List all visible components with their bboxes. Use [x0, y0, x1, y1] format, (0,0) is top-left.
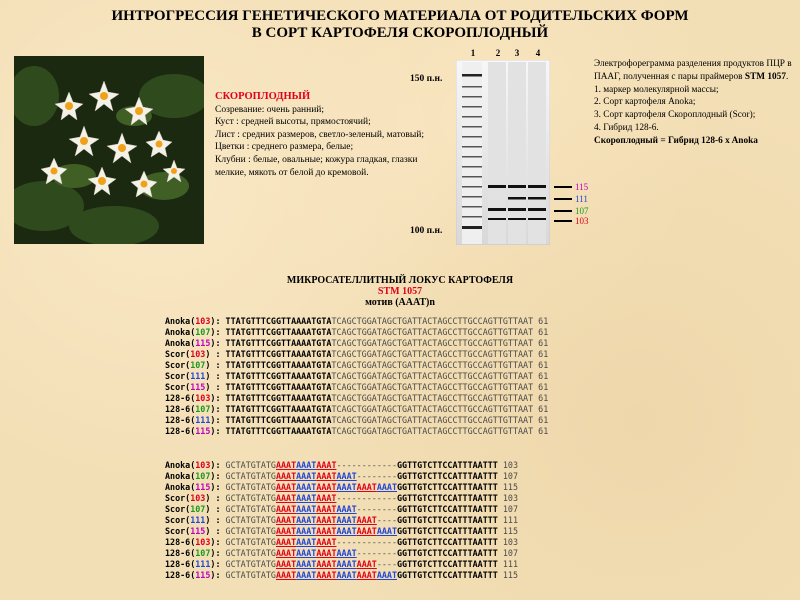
sample-name: 128-6	[165, 559, 191, 569]
sequence: GCTATGTATG	[225, 570, 276, 580]
sequence: GCTATGTATG	[225, 548, 276, 558]
sequence: GCTATGTATG	[225, 460, 276, 470]
paren: ) :	[205, 382, 226, 392]
alignment-row	[165, 570, 518, 581]
variety-name: СКОРОПЛОДНЫЙ	[215, 91, 311, 102]
repeat-motif: AAAT	[356, 559, 377, 569]
alignment-row	[165, 327, 548, 338]
sequence: TCAGCTGGATAGCTGATTACTAGCCTTGCCAGTTGTTAAT	[331, 404, 534, 414]
lane-number-2: 2	[495, 48, 501, 58]
repeat-motif: AAAT	[296, 471, 317, 481]
allele-size: 107	[195, 471, 211, 481]
paren: ):	[210, 415, 226, 425]
band-label-103: 103	[575, 216, 589, 226]
primer-sequence: TTATGTTTCGGTTAAAATGTA	[225, 316, 332, 326]
sample-name: Scor	[165, 360, 186, 370]
sample-name: Anoka	[165, 460, 191, 470]
paren: ) :	[205, 371, 226, 381]
paren: (	[190, 570, 196, 580]
gel-image	[456, 60, 550, 245]
sequence: GCTATGTATG	[225, 471, 276, 481]
alignment-row	[165, 371, 548, 382]
gel-caption: Электрофореграмма разделения продуктов ПЦР в ПААГ, полученная с пары праймеров STM 1057. 1. маркер молекулярной массы; 2. Сорт картофеля Anoka; 3. Сорт картофеля Скороплодный (Scor); 4. Гибрид 128-6. Скороплодный = Гибрид 128-6 x Anoka	[594, 58, 794, 148]
sequence: TCAGCTGGATAGCTGATTACTAGCCTTGCCAGTTGTTAAT	[331, 415, 534, 425]
sample-name: Anoka	[165, 338, 191, 348]
repeat-motif: AAAT	[296, 570, 317, 580]
repeat-motif: AAAT	[336, 570, 357, 580]
paren: (	[185, 371, 191, 381]
sample-name: 128-6	[165, 548, 191, 558]
repeat-motif: AAAT	[336, 504, 357, 514]
main-title-line2: В СОРТ КАРТОФЕЛЯ СКОРОПЛОДНЫЙ	[251, 25, 549, 41]
paren: (	[185, 382, 191, 392]
allele-size: 115	[195, 482, 211, 492]
band-pointer-111	[554, 198, 572, 200]
band-pointer-103	[554, 220, 572, 222]
repeat-motif: AAAT	[296, 460, 317, 470]
primer-sequence: TTATGTTTCGGTTAAAATGTA	[225, 327, 332, 337]
repeat-motif: AAAT	[296, 559, 317, 569]
primer-sequence: TTATGTTTCGGTTAAAATGTA	[225, 338, 332, 348]
repeat-motif: AAAT	[356, 482, 377, 492]
gap: ------------	[336, 493, 397, 503]
position-count: 61	[533, 393, 549, 403]
repeat-motif: AAAT	[316, 570, 337, 580]
position-count: 61	[533, 415, 549, 425]
paren: (	[190, 559, 196, 569]
paren: (	[190, 338, 196, 348]
paren: (	[185, 360, 191, 370]
allele-size: 107	[190, 504, 206, 514]
sequence: TCAGCTGGATAGCTGATTACTAGCCTTGCCAGTTGTTAAT	[331, 426, 534, 436]
repeat-motif: AAAT	[275, 504, 297, 514]
allele-size: 107	[190, 360, 206, 370]
sample-name: Scor	[165, 526, 186, 536]
position-count: 103	[497, 493, 518, 503]
repeat-motif: AAAT	[316, 559, 337, 569]
paren: (	[190, 482, 196, 492]
sample-name: Anoka	[165, 316, 191, 326]
electrophoresis-gel	[408, 48, 608, 248]
paren: ) :	[205, 493, 226, 503]
paren: ):	[210, 570, 226, 580]
gap: ------------	[336, 460, 397, 470]
allele-size: 115	[190, 526, 206, 536]
alignment-block-1	[165, 316, 548, 437]
primer-sequence: GGTTGTCTTCCATTTAATTT	[397, 460, 498, 470]
sample-name: Anoka	[165, 327, 191, 337]
sequence: GCTATGTATG	[225, 537, 276, 547]
primer-sequence: GGTTGTCTTCCATTTAATTT	[396, 493, 498, 503]
position-count: 115	[497, 526, 518, 536]
position-count: 61	[533, 316, 549, 326]
allele-size: 103	[195, 393, 211, 403]
repeat-motif: AAAT	[296, 548, 317, 558]
sequence: GCTATGTATG	[225, 515, 276, 525]
primer-sequence: TTATGTTTCGGTTAAAATGTA	[225, 371, 332, 381]
primer-sequence: TTATGTTTCGGTTAAAATGTA	[225, 393, 332, 403]
allele-size: 103	[195, 316, 211, 326]
variety-line-leaf: Лист : средних размеров, светло-зеленый, матовый;	[215, 129, 424, 140]
allele-size: 111	[190, 515, 206, 525]
band-pointer-107	[554, 210, 572, 212]
alignment-row	[165, 404, 548, 415]
lane-number-3: 3	[514, 48, 520, 58]
repeat-motif: AAAT	[275, 482, 297, 492]
paren: ) :	[205, 360, 226, 370]
marker-150: 150 п.н.	[410, 74, 443, 84]
sample-name: Scor	[165, 371, 186, 381]
sample-name: Scor	[165, 515, 186, 525]
allele-size: 103	[195, 537, 211, 547]
caption-conclusion: Скороплодный = Гибрид 128-6 x Anoka	[594, 135, 758, 146]
caption-item-2: 2. Сорт картофеля Anoka;	[594, 97, 696, 108]
repeat-motif: AAAT	[316, 515, 337, 525]
variety-line-flowers: Цветки : среднего размера, белые;	[215, 142, 354, 153]
variety-line-maturity: Созревание: очень ранний;	[215, 104, 325, 115]
sample-name: 128-6	[165, 415, 191, 425]
primer-sequence: GGTTGTCTTCCATTTAATTT	[396, 526, 498, 536]
paren: (	[185, 515, 191, 525]
position-count: 61	[533, 382, 549, 392]
allele-size: 115	[195, 570, 211, 580]
alignment-row	[165, 515, 518, 526]
allele-size: 111	[195, 559, 211, 569]
paren: (	[185, 526, 191, 536]
position-count: 107	[497, 548, 519, 558]
repeat-motif: AAAT	[275, 559, 297, 569]
sample-name: Scor	[165, 349, 186, 359]
primer-sequence: TTATGTTTCGGTTAAAATGTA	[225, 404, 332, 414]
primer-sequence: TTATGTTTCGGTTAAAATGTA	[225, 360, 332, 370]
repeat-motif: AAAT	[316, 526, 337, 536]
allele-size: 103	[190, 493, 206, 503]
gap: --------	[356, 471, 397, 481]
primer-sequence: GGTTGTCTTCCATTTAATTT	[397, 482, 498, 492]
paren: ) :	[205, 526, 226, 536]
position-count: 111	[497, 559, 519, 569]
repeat-motif: AAAT	[275, 570, 297, 580]
sample-name: 128-6	[165, 570, 191, 580]
position-count: 61	[533, 327, 549, 337]
caption-primer: STM 1057	[744, 71, 786, 82]
sample-name: Anoka	[165, 482, 191, 492]
repeat-motif: AAAT	[316, 482, 337, 492]
position-count: 61	[533, 360, 549, 370]
primer-sequence: TTATGTTTCGGTTAAAATGTA	[225, 382, 332, 392]
paren: (	[190, 393, 196, 403]
repeat-motif: AAAT	[296, 482, 317, 492]
alignment-row	[165, 382, 548, 393]
caption-intro: Электрофореграмма разделения продуктов ПЦР в ПААГ, полученная с пары праймеров	[594, 59, 792, 82]
sequence: TCAGCTGGATAGCTGATTACTAGCCTTGCCAGTTGTTAAT	[331, 360, 534, 370]
alignment-row	[165, 415, 548, 426]
sample-name: Anoka	[165, 471, 191, 481]
repeat-motif: AAAT	[296, 537, 317, 547]
paren: ):	[210, 537, 226, 547]
alignment-row	[165, 548, 518, 559]
paren: (	[190, 316, 196, 326]
repeat-motif: AAAT	[336, 482, 357, 492]
repeat-motif: AAAT	[356, 515, 377, 525]
alignment-row	[165, 471, 518, 482]
band-label-107: 107	[575, 206, 589, 216]
sequence: GCTATGTATG	[225, 482, 276, 492]
band-pointer-115	[554, 186, 572, 188]
paren: (	[190, 404, 196, 414]
paren: ):	[210, 426, 226, 436]
paren: ) :	[205, 515, 226, 525]
paren: ):	[210, 471, 226, 481]
gap: --------	[356, 504, 397, 514]
primer-sequence: GGTTGTCTTCCATTTAATTT	[397, 559, 498, 569]
paren: ):	[210, 559, 226, 569]
paren: (	[190, 460, 196, 470]
repeat-motif: AAAT	[336, 515, 357, 525]
position-count: 115	[497, 570, 519, 580]
repeat-motif: AAAT	[275, 548, 297, 558]
paren: (	[190, 537, 196, 547]
alignment-block-2	[165, 460, 518, 581]
caption-item-1: 1. маркер молекулярной массы;	[594, 84, 719, 95]
allele-size: 115	[190, 382, 206, 392]
paren: (	[185, 493, 191, 503]
position-count: 61	[533, 404, 549, 414]
alignment-row	[165, 316, 548, 327]
repeat-motif: AAAT	[316, 537, 337, 547]
paren: ):	[210, 460, 226, 470]
repeat-motif: AAAT	[316, 471, 337, 481]
position-count: 107	[497, 504, 518, 514]
variety-description	[215, 91, 425, 179]
repeat-motif: AAAT	[316, 504, 337, 514]
paren: (	[190, 415, 196, 425]
repeat-motif: AAAT	[376, 482, 397, 492]
primer-sequence: TTATGTTTCGGTTAAAATGTA	[225, 349, 332, 359]
band-label-111: 111	[575, 194, 588, 204]
sample-name: 128-6	[165, 537, 191, 547]
primer-sequence: GGTTGTCTTCCATTTAATTT	[396, 515, 498, 525]
paren: ):	[210, 482, 226, 492]
repeat-motif: AAAT	[336, 526, 357, 536]
primer-sequence: TTATGTTTCGGTTAAAATGTA	[225, 426, 332, 436]
repeat-motif: AAAT	[376, 570, 397, 580]
position-count: 61	[533, 371, 549, 381]
paren: ):	[210, 393, 226, 403]
position-count: 103	[497, 460, 519, 470]
band-label-115: 115	[575, 182, 589, 192]
position-count: 103	[497, 537, 519, 547]
alignment-row	[165, 559, 518, 570]
repeat-motif: AAAT	[296, 493, 317, 503]
sequence: TCAGCTGGATAGCTGATTACTAGCCTTGCCAGTTGTTAAT	[331, 371, 534, 381]
alignment-row	[165, 426, 548, 437]
repeat-motif: AAAT	[275, 471, 297, 481]
sequence: GCTATGTATG	[225, 504, 276, 514]
position-count: 61	[533, 338, 549, 348]
sequence: TCAGCTGGATAGCTGATTACTAGCCTTGCCAGTTGTTAAT	[331, 382, 534, 392]
sequence: TCAGCTGGATAGCTGATTACTAGCCTTGCCAGTTGTTAAT	[331, 393, 534, 403]
alignment-row	[165, 393, 548, 404]
allele-size: 111	[190, 371, 206, 381]
repeat-motif: AAAT	[356, 526, 377, 536]
potato-flowers-photo	[14, 56, 204, 244]
paren: ):	[210, 327, 226, 337]
sample-name: 128-6	[165, 426, 191, 436]
lane-number-4: 4	[535, 48, 541, 58]
sequence: GCTATGTATG	[225, 526, 276, 536]
marker-100: 100 п.н.	[410, 226, 443, 236]
repeat-motif: AAAT	[275, 526, 297, 536]
sequence: TCAGCTGGATAGCTGATTACTAGCCTTGCCAGTTGTTAAT	[331, 316, 534, 326]
paren: ):	[210, 404, 226, 414]
primer-sequence: GGTTGTCTTCCATTTAATTT	[397, 537, 498, 547]
sequence: GCTATGTATG	[225, 493, 276, 503]
allele-size: 103	[190, 349, 206, 359]
sequence: GCTATGTATG	[225, 559, 276, 569]
repeat-motif: AAAT	[296, 504, 317, 514]
repeat-motif: AAAT	[336, 471, 357, 481]
lane-number-1: 1	[470, 48, 476, 58]
position-count: 115	[497, 482, 519, 492]
main-title-line1: ИНТРОГРЕССИЯ ГЕНЕТИЧЕСКОГО МАТЕРИАЛА ОТ РОДИТЕЛЬСКИХ ФОРМ	[111, 8, 689, 24]
gap: ----	[376, 515, 397, 525]
allele-size: 115	[195, 426, 211, 436]
alignment-row	[165, 460, 518, 471]
alignment-row	[165, 482, 518, 493]
alignment-row	[165, 349, 548, 360]
primer-sequence: GGTTGTCTTCCATTTAATTT	[397, 548, 498, 558]
repeat-motif: AAAT	[376, 526, 397, 536]
repeat-motif: AAAT	[316, 493, 337, 503]
repeat-motif: AAAT	[275, 460, 297, 470]
alignment-row	[165, 360, 548, 371]
alignment-row	[165, 526, 518, 537]
allele-size: 115	[195, 338, 211, 348]
paren: ) :	[205, 349, 226, 359]
sample-name: Scor	[165, 504, 186, 514]
primer-sequence: GGTTGTCTTCCATTTAATTT	[396, 504, 498, 514]
repeat-motif: AAAT	[275, 493, 297, 503]
sample-name: 128-6	[165, 404, 191, 414]
allele-size: 107	[195, 548, 211, 558]
allele-size: 103	[195, 460, 211, 470]
repeat-motif: AAAT	[316, 548, 337, 558]
primer-sequence: GGTTGTCTTCCATTTAATTT	[397, 570, 498, 580]
gap: ------------	[336, 537, 397, 547]
position-count: 61	[533, 426, 549, 436]
gap: --------	[356, 548, 397, 558]
sample-name: 128-6	[165, 393, 191, 403]
sequence: TCAGCTGGATAGCTGATTACTAGCCTTGCCAGTTGTTAAT	[331, 338, 534, 348]
variety-line-tubers: Клубни : белые, овальные; кожура гладкая, глазки мелкие, мякоть от белой до кремовой.	[215, 154, 418, 178]
sequence: TCAGCTGGATAGCTGATTACTAGCCTTGCCAGTTGTTAAT	[331, 327, 534, 337]
repeat-motif: AAAT	[316, 460, 337, 470]
position-count: 111	[497, 515, 518, 525]
repeat-motif: AAAT	[296, 515, 317, 525]
alignment-row	[165, 504, 518, 515]
gap: ----	[376, 559, 397, 569]
repeat-motif: AAAT	[356, 570, 377, 580]
allele-size: 107	[195, 404, 211, 414]
sample-name: Scor	[165, 493, 186, 503]
paren: ):	[210, 338, 226, 348]
microsat-locus: STM 1057	[377, 286, 423, 297]
sample-name: Scor	[165, 382, 186, 392]
allele-size: 111	[195, 415, 211, 425]
position-count: 107	[497, 471, 519, 481]
repeat-motif: AAAT	[336, 559, 357, 569]
primer-sequence: TTATGTTTCGGTTAAAATGTA	[225, 415, 332, 425]
repeat-motif: AAAT	[275, 537, 297, 547]
position-count: 61	[533, 349, 549, 359]
sequence: TCAGCTGGATAGCTGATTACTAGCCTTGCCAGTTGTTAAT	[331, 349, 534, 359]
paren: (	[190, 327, 196, 337]
alignment-row	[165, 338, 548, 349]
microsat-motif: мотив (АААТ)n	[365, 297, 435, 308]
primer-sequence: GGTTGTCTTCCATTTAATTT	[397, 471, 498, 481]
variety-line-bush: Куст : средней высоты, прямостоячий;	[215, 117, 371, 128]
allele-size: 107	[195, 327, 211, 337]
caption-item-3: 3. Сорт картофеля Скороплодный (Scor);	[594, 110, 756, 121]
alignment-row	[165, 493, 518, 504]
caption-item-4: 4. Гибрид 128-6.	[594, 122, 659, 133]
paren: ):	[210, 548, 226, 558]
paren: (	[190, 471, 196, 481]
paren: (	[190, 548, 196, 558]
repeat-motif: AAAT	[275, 515, 297, 525]
paren: (	[185, 349, 191, 359]
alignment-row	[165, 537, 518, 548]
repeat-motif: AAAT	[336, 548, 357, 558]
paren: (	[190, 426, 196, 436]
paren: ) :	[205, 504, 226, 514]
microsat-heading: МИКРОСАТЕЛЛИТНЫЙ ЛОКУС КАРТОФЕЛЯ	[286, 275, 514, 286]
repeat-motif: AAAT	[296, 526, 317, 536]
paren: ):	[210, 316, 226, 326]
paren: (	[185, 504, 191, 514]
